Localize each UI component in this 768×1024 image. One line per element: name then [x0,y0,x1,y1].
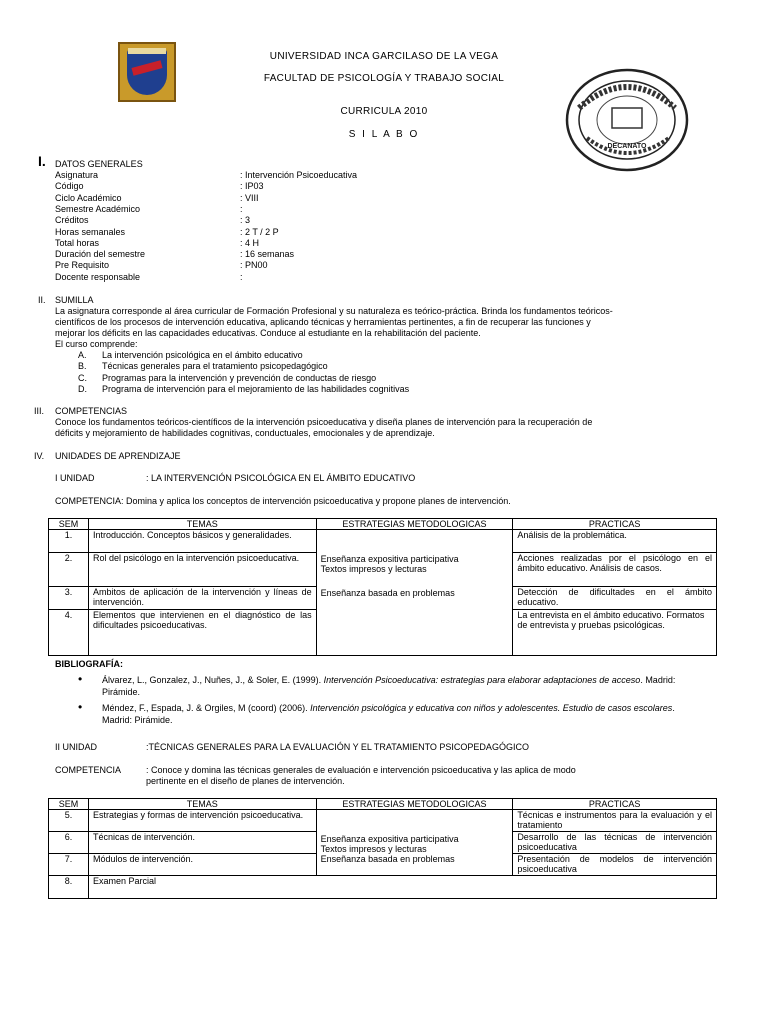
practica-cell: Técnicas e instrumentos para la evaluación y el tratamiento [513,810,717,832]
tema-cell: Módulos de intervención. [88,854,316,876]
tema-cell: Elementos que intervienen en el diagnóstico de las dificultades psicoeducativas. [88,610,316,656]
col-header-sem: SEM [49,799,89,810]
bibliography-author: Méndez, F., Espada, J. & Orgiles, M (coord) (2006). [102,703,311,713]
svg-text:DECANATO: DECANATO [607,143,647,150]
table-header-row [49,799,717,810]
field-label: Código [55,181,84,192]
table-row [49,530,717,553]
section-title-datos: DATOS GENERALES [55,159,143,169]
field-label: Créditos [55,215,89,226]
field-label: Docente responsable [55,271,141,282]
field-value: : 4 H [240,237,260,248]
col-header-practicas: PRACTICAS [513,799,717,810]
field-label: Horas semanales [55,226,126,237]
curriculum-label: CURRICULA 2010 [340,106,428,117]
tema-cell: Ambitos de aplicación de la intervención y líneas de intervención. [88,587,316,610]
sem-cell: 3. [49,587,89,610]
bibliography-publisher: . Madrid: Pirámide. [102,675,676,697]
bibliografia-title: BIBLIOGRAFÍA: [55,659,123,669]
table-header-row [49,519,717,530]
unit1-title: : LA INTERVENCIÓN PSICOLÓGICA EN EL ÁMBITO EDUCATIVO [146,473,416,483]
list-item: La intervención psicológica en el ámbito educativo [102,350,303,360]
unit2-label: II UNIDAD [55,742,98,752]
field-value: : [240,203,243,214]
tema-cell: Rol del psicólogo en la intervención psicoeducativa. [88,553,316,587]
field-label: Semestre Académico [55,203,141,214]
competencias-text [55,417,717,439]
unit1-competencia: COMPETENCIA: Domina y aplica los conceptos de intervención psicoeducativa y propone planes de intervención. [55,496,511,506]
field-value: : Intervención Psicoeducativa [240,170,358,180]
sumilla-line: mejorar los déficits en las capacidades educativas. Conduce al estudiante en la rehabilitación del paciente. [55,328,481,338]
field-value: : 2 T / 2 P [240,226,279,237]
table-row [49,876,717,899]
col-header-temas: TEMAS [88,519,316,530]
col-header-temas: TEMAS [88,799,316,810]
competencias-line: Conoce los fundamentos teóricos-científicos de la intervención psicoeducativa y diseña planes de intervención para la recuperación de [55,417,593,427]
list-letter: D. [78,383,87,394]
faculty-name: FACULTAD DE PSICOLOGÍA Y TRABAJO SOCIAL [263,73,505,84]
sumilla-line: científicos de los procesos de intervención educativa, aplicando técnicas y herramientas pertinentes, a fin de recuperar las funciones y [55,317,591,327]
field-label: Pre Requisito [55,260,110,271]
field-label: Ciclo Académico [55,192,122,203]
section-number: IV. [34,451,45,461]
tema-cell: Examen Parcial [88,876,716,899]
col-header-estrategias: ESTRATEGIAS METODOLOGICAS [316,799,513,810]
list-item: Programas para la intervención y prevención de conductas de riesgo [102,372,377,383]
tema-cell: Técnicas de intervención. [88,832,316,854]
field-label: Duración del semestre [55,249,146,260]
col-header-estrategias: ESTRATEGIAS METODOLOGICAS [316,519,513,530]
section-title-competencias: COMPETENCIAS [55,406,128,416]
bullet-icon: • [78,672,83,686]
section-title-unidades: UNIDADES DE APRENDIZAJE [55,451,181,461]
col-header-practicas: PRACTICAS [513,519,717,530]
bullet-icon: • [78,700,83,714]
practica-cell: Detección de dificultades en el ámbito educativo. [513,587,717,610]
practica-cell: Presentación de modelos de intervención psicoeducativa [513,854,717,876]
list-letter: A. [78,350,87,360]
field-value: : 16 semanas [240,249,295,260]
bibliography-entry [102,702,692,726]
section-number: I. [38,153,46,169]
practica-cell: Acciones realizadas por el psicólogo en el ámbito educativo. Análisis de casos. [513,553,717,587]
section-number: II. [38,295,46,305]
strategy-item: Textos impresos y lecturas [320,564,427,574]
field-label: Total horas [55,237,100,248]
bibliography-title: Intervención psicológica y educativa con niños y adolescentes. Estudio de casos escolares [310,703,673,713]
sem-cell: 2. [49,553,89,587]
practica-cell: Análisis de la problemática. [513,530,717,553]
unit2-title: :TÉCNICAS GENERALES PARA LA EVALUACIÓN Y EL TRATAMIENTO PSICOPEDAGÓGICO [146,742,529,752]
strategy-item: Textos impresos y lecturas [320,844,427,854]
bibliography-author: Álvarez, L., Gonzalez, J., Nuñes, J., & Soler, E. (1999). [102,675,324,685]
section-title-sumilla: SUMILLA [55,295,94,305]
sem-cell: 1. [49,530,89,553]
sem-cell: 5. [49,810,89,832]
field-value: : VIII [240,192,259,203]
unit2-competencia-label: COMPETENCIA [55,765,122,775]
strategy-item: Enseñanza basada en problemas [320,854,455,864]
competencia-line: : Conoce y domina las técnicas generales de evaluación e intervención psicoeducativa y las aplica de modo [146,765,576,775]
bibliography-publisher: . Madrid: Pirámide. [102,703,675,725]
list-item: Técnicas generales para el tratamiento psicopedagógico [102,361,328,372]
table-row [49,810,717,832]
bibliography-title: Intervención Psicoeducativa: estrategias para elaborar adaptaciones de acceso [323,675,641,685]
tema-cell: Introducción. Conceptos básicos y generalidades. [88,530,316,553]
sem-cell: 7. [49,854,89,876]
sumilla-line: La asignatura corresponde al área curricular de Formación Profesional y su naturaleza es teórico-práctica. Brinda los fundamentos teóricos- [55,306,613,316]
field-label: Asignatura [55,170,99,180]
sumilla-text [55,306,717,350]
unit1-table [48,518,717,656]
section-number: III. [34,406,45,416]
bibliography-entry [102,674,692,698]
strategies-cell [316,810,513,876]
unit2-competencia [146,765,717,787]
university-name: UNIVERSIDAD INCA GARCILASO DE LA VEGA [269,51,499,62]
practica-cell: La entrevista en el ámbito educativo. Formatos de entrevista y pruebas psicológicas. [513,610,717,656]
sem-cell: 6. [49,832,89,854]
list-letter: C. [78,372,87,383]
field-value: : 3 [240,215,251,226]
col-header-sem: SEM [49,519,89,530]
list-item: Programa de intervención para el mejoramiento de las habilidades cognitivas [102,383,410,394]
unit1-label: I UNIDAD [55,473,95,483]
strategy-item: Enseñanza basada en problemas [320,588,455,598]
field-value: : IP03 [240,181,264,192]
competencia-line: pertinente en el diseño de planes de intervención. [146,776,345,786]
practica-cell: Desarrollo de las técnicas de intervención psicoeducativa [513,832,717,854]
doc-type: S I L A B O [348,129,420,140]
sem-cell: 8. [49,876,89,899]
tema-cell: Estrategias y formas de intervención psicoeducativa. [88,810,316,832]
strategy-item: Enseñanza expositiva participativa [320,834,459,844]
field-value: : PN00 [240,260,268,271]
unit2-table [48,798,717,899]
list-letter: B. [78,361,87,372]
strategies-cell [316,530,513,656]
field-value: : [240,271,243,282]
sem-cell: 4. [49,610,89,656]
strategy-item: Enseñanza expositiva participativa [320,554,459,564]
competencias-line: déficits y mejoramiento de habilidades cognitivas, conductuales, emocionales y de aprendizaje. [55,428,435,438]
sumilla-intro: El curso comprende: [55,339,138,349]
